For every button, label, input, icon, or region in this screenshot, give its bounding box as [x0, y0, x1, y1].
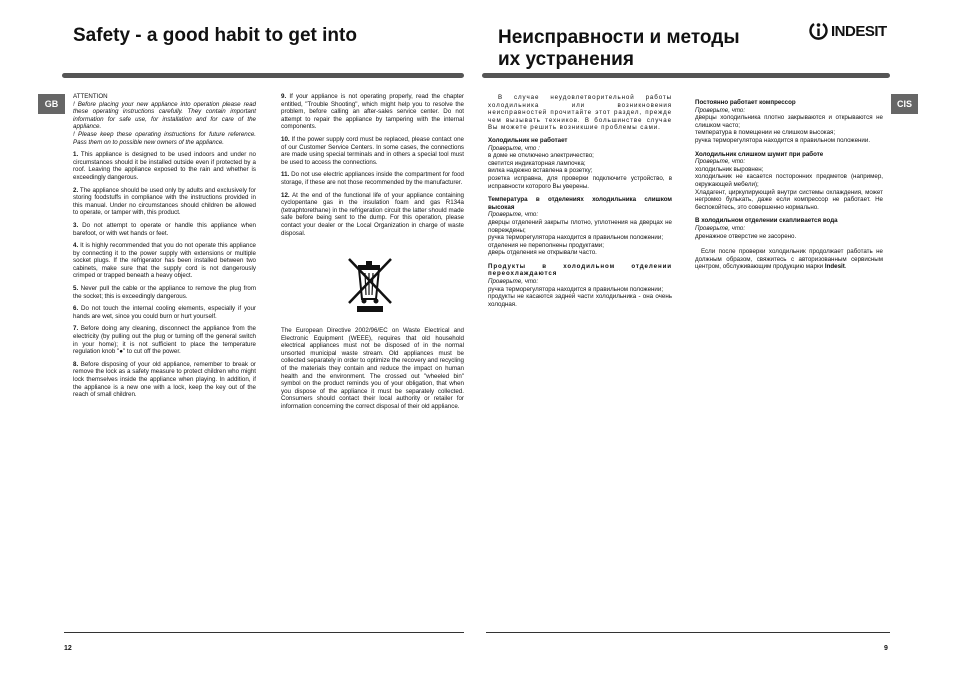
troubleshoot-intro: В случае неудовлетворительной работы холодильника или возникновения неисправностей прочитайте этот раздел, прежде чем вызывать техников. В большинстве случае Вы можете решить возникшие проблемы сами.: [488, 94, 672, 132]
safety-item-text: Do not use electric appliances inside the compartment for food storage, if these are not those recommended by the manufacturer.: [281, 171, 464, 186]
attention-heading: ATTENTION: [73, 93, 108, 100]
troubleshoot-line: отделения не переполнены продуктами;: [488, 241, 604, 249]
safety-item-text: Do not attempt to operate or handle this appliance when barefoot, or with wet hands or feet.: [73, 221, 256, 237]
troubleshoot-check: Проверьте, что:: [488, 278, 539, 286]
safety-item: [281, 93, 464, 131]
brand-name: INDESIT: [831, 22, 887, 40]
troubleshoot-check: Проверьте, что:: [695, 106, 746, 114]
safety-item: [73, 305, 256, 320]
safety-item: [73, 361, 256, 399]
troubleshoot-line: вилка надежно вставлена в розетку;: [488, 167, 593, 175]
brand-logo: [809, 21, 887, 41]
troubleshoot-heading: Температура в отделениях холодильника слишком высокая: [488, 196, 672, 211]
safety-item-text: The appliance should be used only by adults and exclusively for storing foodstuffs in compliance with the instructions provided in this manual. Under no circumstances should children be allowed to operate, or tamper with, this product.: [73, 186, 257, 217]
footer-rule-left: [64, 632, 464, 633]
page-title-left: Safety - a good habit to get into: [73, 25, 357, 46]
troubleshoot-heading: Постоянно работает компрессор: [695, 99, 796, 106]
troubleshoot-check: Проверьте, что:: [695, 224, 746, 232]
safety-item-number: 4.: [73, 242, 79, 250]
troubleshoot-line: холодильник выровнен;: [695, 165, 764, 173]
safety-item: [73, 285, 256, 300]
footer-rule-right: [486, 632, 890, 633]
troubleshoot-line: розетка исправна, для проверки подключите устройство, в исправности которого Вы уверены.: [488, 174, 672, 190]
troubleshoot-line: холодильник не касается посторонних предметов (например, окружающей мебели);: [695, 173, 883, 188]
troubleshoot-heading: Холодильник слишком шумит при работе: [695, 150, 824, 158]
troubleshoot-block: [695, 217, 883, 240]
safety-item-text: Never pull the cable or the appliance to remove the plug from the socket; this is exceedingly dangerous.: [73, 285, 256, 300]
safety-item-text: If your appliance is not operating properly, read the chapter entitled, "Trouble Shooting", which might help you to resolve the problem, before calling an after-sales service center. Do not attempt to repair the appliance by tampering with the internal components.: [281, 93, 464, 131]
page-title-right: [498, 27, 740, 71]
troubleshoot-line: светится индикаторная лампочка;: [488, 159, 586, 167]
safety-item: [73, 222, 256, 237]
troubleshoot-line: температура в помещении не слишком высокая;: [695, 129, 836, 137]
troubleshoot-column-2: [695, 94, 883, 276]
troubleshoot-line: дверцы холодильника плотно закрываются и открываются не слишком часто;: [695, 114, 883, 129]
troubleshoot-line: продукты не касаются задней части холодильника - она очень холодная.: [488, 293, 672, 308]
troubleshoot-block: [695, 151, 883, 212]
troubleshoot-check: Проверьте, что:: [488, 211, 539, 219]
troubleshoot-heading: В холодильном отделении скапливается вода: [695, 217, 838, 225]
troubleshoot-line: ручка терморегулятора находится в правильном положении;: [488, 285, 664, 293]
closing-brand: Indesit: [824, 263, 845, 271]
safety-item-text: If the power supply cord must be replaced, please contact one of our Customer Service Centers. In some cases, the connections are made using special terminals and in others a special tool must be used to access the connections.: [281, 135, 464, 166]
troubleshoot-line: дренажное отверстие не засорено.: [695, 232, 797, 240]
safety-item-text: Before disposing of your old appliance, remember to break or remove the lock as a safety measure to protect children who might lock themselves inside the appliance when playing. In addition, if the appliance is a new one with a lock, keep the key out of the reach of small children.: [73, 360, 256, 399]
indesit-logo-icon: [809, 21, 828, 41]
troubleshoot-column-1: [488, 94, 672, 314]
troubleshoot-block: [488, 137, 672, 190]
safety-item-number: 9.: [281, 93, 287, 100]
troubleshoot-line: в доме не отключено электричество;: [488, 152, 594, 160]
weee-text: The European Directive 2002/96/EC on Waste Electrical and Electronic Equipment (WEEE), requires that old household electrical appliances must not be disposed of in the normal unsorted municipal waste stream. Old appliances must be collected separately in order to optimize the recovery and recycling of the materials they contain and reduce the impact on human health and the environment. The crossed out "wheeled bin" symbol on the product reminds you of your obligation, that when you dispose of the appliance it must be separately collected. Consumers should contact their local authority or retailer for information concerning the correct disposal of their old appliance.: [281, 327, 464, 411]
safety-item: [73, 242, 256, 280]
language-badge-cis: CIS: [891, 94, 918, 114]
safety-item-number: 7.: [73, 325, 79, 333]
safety-item: [73, 151, 256, 181]
safety-item-number: 6.: [73, 305, 79, 313]
safety-column-2: [281, 93, 464, 416]
language-badge-gb: GB: [38, 94, 65, 114]
safety-item-number: 11.: [281, 171, 290, 179]
troubleshoot-line: ручка терморегулятора находится в правильном положении;: [488, 234, 664, 242]
crossed-wheeled-bin-icon: [345, 255, 397, 315]
safety-item: [281, 192, 464, 238]
page-number-right: 9: [884, 645, 888, 652]
safety-item-number: 1.: [73, 151, 79, 159]
safety-item-number: 8.: [73, 360, 79, 368]
safety-column-1: [73, 93, 256, 404]
troubleshoot-heading: Холодильник не работает: [488, 136, 568, 144]
safety-item: [73, 325, 256, 355]
safety-item-text: Before doing any cleaning, disconnect the appliance from the electricity (by pulling out the plug or turning off the general switch in your home); it is not sufficient to place the temperature regulation knob "●" to cut off the power.: [73, 325, 256, 356]
troubleshoot-line: дверь отделения не открывали часто.: [488, 249, 597, 257]
title-line-1: Неисправности и методы: [498, 27, 740, 48]
safety-item: [281, 136, 464, 166]
safety-item-text: This appliance is designed to be used indoors and under no circumstances should it be installed outside even if protected by a roof. Leaving the appliance exposed to the rain and whether is exceedingly dangerous.: [73, 151, 256, 181]
safety-item-number: 5.: [73, 285, 79, 293]
troubleshoot-check: Проверьте, что:: [695, 158, 746, 166]
troubleshoot-line: дверцы отделений закрыты плотно, уплотнения на дверцах не повреждены;: [488, 218, 672, 234]
troubleshoot-line: ручка терморегулятора находится в правильном положении.: [695, 136, 871, 144]
title-line-2: их устранения: [498, 49, 634, 70]
safety-item-number: 2.: [73, 186, 79, 194]
troubleshoot-check: Проверьте, что :: [488, 144, 540, 152]
title-rule-left: [62, 73, 464, 78]
safety-item-number: 10.: [281, 135, 290, 143]
page-number-left: 12: [64, 645, 72, 652]
safety-item: [73, 187, 256, 217]
closing-text: Если после проверки холодильник продолжает работать не должным образом, свяжитесь с авторизованным сервисным центром, обслуживающим продукцию марки Indesit.: [695, 248, 883, 271]
troubleshoot-block: [695, 99, 883, 145]
troubleshoot-heading: Продукты в холодильном отделении переохлаждаются: [488, 262, 672, 278]
safety-item: [281, 171, 464, 186]
attention-text-2: ! Please keep these operating instructions for future reference. Pass them on to possible new owners of the appliance.: [73, 130, 256, 146]
attention-text-1: ! Before placing your new appliance into operation please read these operating instructions carefully. They contain important information for safe use, for installation and for care of the appliance.: [73, 100, 256, 131]
troubleshoot-block: [488, 263, 672, 309]
troubleshoot-line: Хладагент, циркулирующий внутри системы охлаждения, может негромко булькать, даже если компрессор не работает. Не беспокойтесь, это совершенно нормально.: [695, 188, 883, 211]
safety-item-text: It is highly recommended that you do not operate this appliance by connecting it to the power supply with extensions or multiple socket plugs. If the refrigerator has been installed between two cabinets, make sure that the supply cord is not dangerously crimped or trapped beneath a heavy object.: [73, 242, 256, 280]
safety-item-text: At the end of the functional life of your appliance containing cyclopentane gas in the insulation foam and gas R134a (tetraphtorethane) in the refrigeration circuit the latter should made safe before being sent to the dump. For this operation, please contact your dealer or the Local Organization in charge of waste disposal.: [281, 191, 464, 237]
safety-item-number: 12.: [281, 191, 290, 199]
safety-item-text: Do not touch the internal cooling elements, especially if your hands are wet, since you could burn or hurt yourself.: [73, 305, 256, 320]
troubleshoot-block: [488, 196, 672, 257]
safety-item-number: 3.: [73, 221, 79, 229]
title-rule-right: [482, 73, 890, 78]
